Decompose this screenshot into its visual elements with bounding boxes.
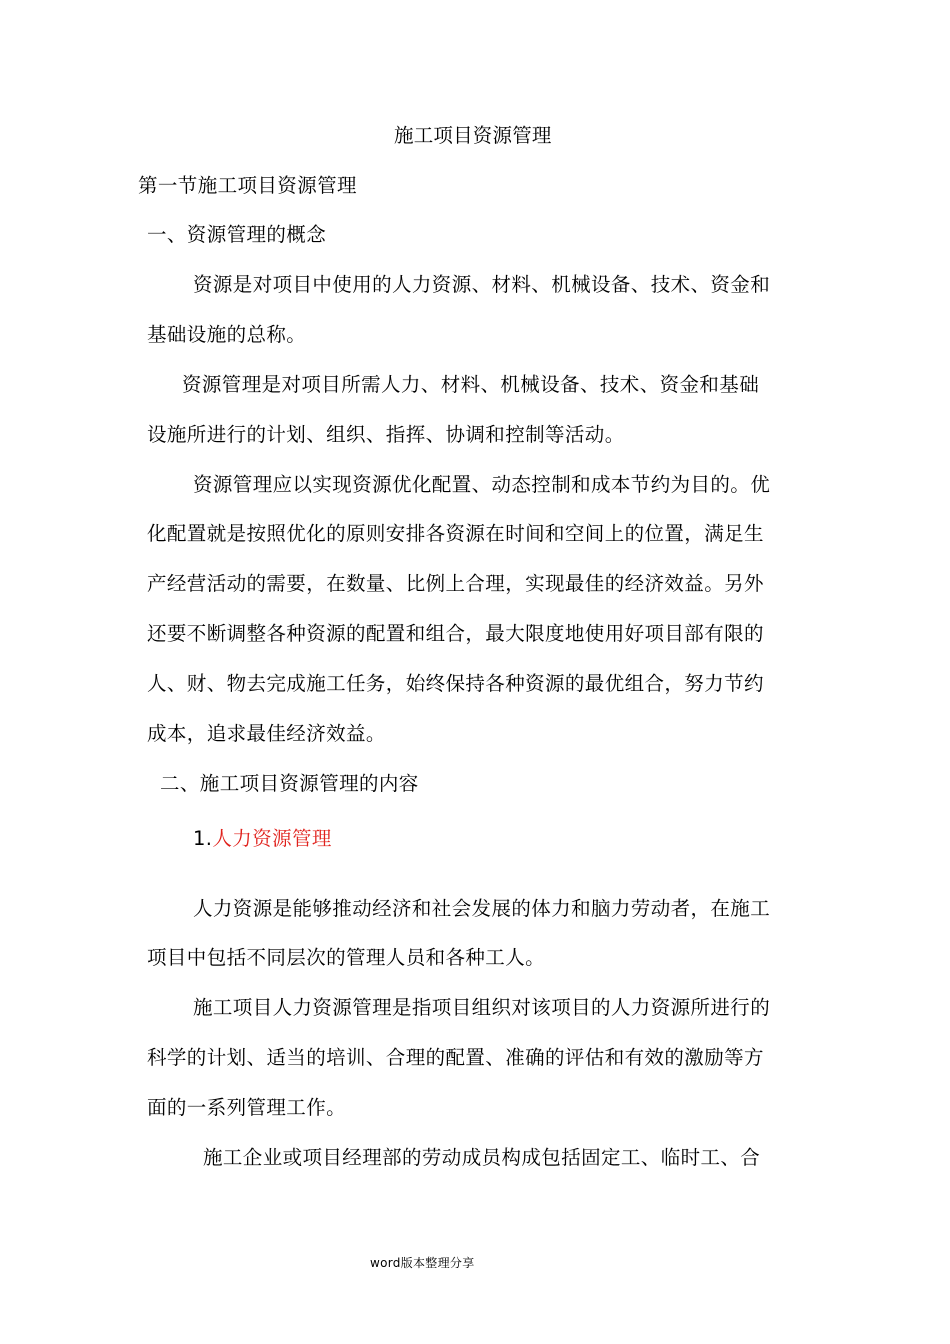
paragraph-line: 资源是对项目中使用的人力资源、材料、机械设备、技术、资金和 xyxy=(193,273,771,296)
paragraph-line: 项目中包括不同层次的管理人员和各种工人。 xyxy=(147,946,546,969)
section-heading: 第一节施工项目资源管理 xyxy=(138,174,357,197)
paragraph-line: 人、财、物去完成施工任务，始终保持各种资源的最优组合，努力节约 xyxy=(147,672,764,695)
subheading-hr xyxy=(193,826,332,852)
paragraph-line: 施工项目人力资源管理是指项目组织对该项目的人力资源所进行的 xyxy=(193,996,771,1019)
page-footer: word版本整理分享 xyxy=(370,1256,475,1270)
heading-concept: 一、资源管理的概念 xyxy=(147,223,327,246)
paragraph-line: 资源管理应以实现资源优化配置、动态控制和成本节约为目的。优 xyxy=(193,473,771,496)
paragraph-line: 设施所进行的计划、组织、指挥、协调和控制等活动。 xyxy=(147,423,625,446)
paragraph-line: 产经营活动的需要，在数量、比例上合理，实现最佳的经济效益。另外 xyxy=(147,572,764,595)
paragraph-line: 化配置就是按照优化的原则安排各资源在时间和空间上的位置，满足生 xyxy=(147,522,764,545)
heading-content: 二、施工项目资源管理的内容 xyxy=(160,772,419,795)
document-title: 施工项目资源管理 xyxy=(394,124,552,147)
paragraph-line: 施工企业或项目经理部的劳动成员构成包括固定工、临时工、合 xyxy=(203,1146,761,1169)
subheading-label: 人力资源管理 xyxy=(212,827,332,850)
paragraph-line: 人力资源是能够推动经济和社会发展的体力和脑力劳动者，在施工 xyxy=(193,897,771,920)
paragraph-line: 基础设施的总称。 xyxy=(147,323,307,346)
subheading-number: 1. xyxy=(193,827,213,850)
paragraph-line: 资源管理是对项目所需人力、材料、机械设备、技术、资金和基础 xyxy=(182,373,760,396)
paragraph-line: 科学的计划、适当的培训、合理的配置、准确的评估和有效的激励等方 xyxy=(147,1046,764,1069)
paragraph-line: 成本，追求最佳经济效益。 xyxy=(147,722,386,745)
paragraph-line: 还要不断调整各种资源的配置和组合，最大限度地使用好项目部有限的 xyxy=(147,622,764,645)
paragraph-line: 面的一系列管理工作。 xyxy=(147,1096,347,1119)
